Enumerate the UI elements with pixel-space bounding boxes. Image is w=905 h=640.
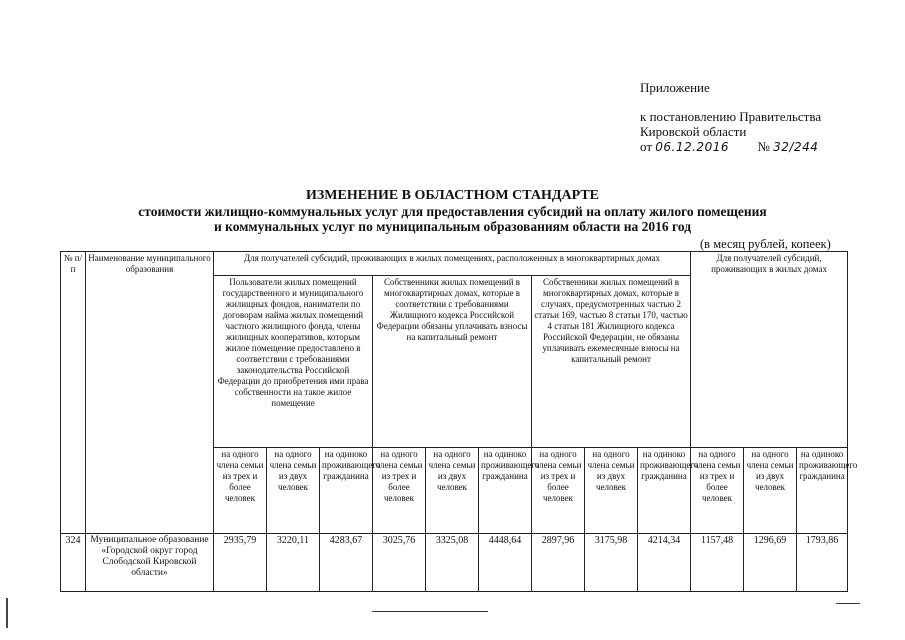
row-num: 324 [61, 534, 86, 592]
row-value-7: 2897,96 [532, 534, 585, 592]
appendix-block [640, 80, 821, 155]
col-header-2: на одного члена семьи из двух человек [267, 448, 320, 534]
row-value-12: 1793,86 [797, 534, 848, 592]
col-header-12: на одиноко проживающего гражданина [797, 448, 848, 534]
appendix-line1: к постановлению Правительства [640, 109, 822, 124]
appendix-date-line [640, 139, 821, 155]
col-header-3: на одиноко проживающего гражданина [320, 448, 373, 534]
number-prefix: № [757, 139, 770, 154]
footer-rule-short [836, 603, 860, 604]
col-header-4: на одного члена семьи из трех и более человек [373, 448, 426, 534]
row-value-11: 1296,69 [744, 534, 797, 592]
date-prefix: от [640, 139, 653, 154]
row-value-1: 2935,79 [214, 534, 267, 592]
subgroup-users-header: Пользователи жилых помещений государственного и муниципального жилищных фондов, наниматели по договорам найма жилых помещений частного жилищного фонда, члены жилищных кооперативов, которым жилое помещение предоставлено в соответствии с требованиями законодательства Российской Федерации до приобретения ими права собственности на такое жилое помещение [214, 276, 373, 448]
col-header-5: на одного члена семьи из двух человек [426, 448, 479, 534]
appendix-title: Приложение [640, 80, 710, 95]
units-note: (в месяц рублей, копеек) [700, 237, 831, 251]
col-header-7: на одного члена семьи из трех и более человек [532, 448, 585, 534]
header-row-1 [61, 252, 848, 276]
col-header-1: на одного члена семьи из трех и более человек [214, 448, 267, 534]
row-value-4: 3025,76 [373, 534, 426, 592]
date-value: 06.12.2016 [655, 140, 729, 154]
col-header-10: на одного члена семьи из трех и более человек [691, 448, 744, 534]
row-value-3: 4283,67 [320, 534, 373, 592]
col-num-header: № п/п [61, 252, 86, 534]
row-value-9: 4214,34 [638, 534, 691, 592]
col-header-9: на одиноко проживающего гражданина [638, 448, 691, 534]
standards-table [60, 251, 858, 592]
footer-rule [372, 611, 488, 612]
col-name-header: Наименование муниципального образования [86, 252, 214, 534]
appendix-line2: Кировской области [640, 124, 747, 139]
subgroup-owners-exempt-header: Собственники жилых помещений в многоквартирных домах, которые в случаях, предусмотренных частью 2 статьи 169, частью 8 статьи 170, частью 4 статьи 181 Жилищного кодекса Российской Федерации, не обязаны уплачивать ежемесячные взносы на капитальный ремонт [532, 276, 691, 448]
col-header-6: на одиноко проживающего гражданина [479, 448, 532, 534]
row-value-10: 1157,48 [691, 534, 744, 592]
group-apartment-header: Для получателей субсидий, проживающих в жилых помещениях, расположенных в многоквартирных домах [214, 252, 691, 276]
document-subtitle [0, 204, 905, 234]
margin-mark [6, 598, 8, 628]
col-header-8: на одного члена семьи из двух человек [585, 448, 638, 534]
row-value-5: 3325,08 [426, 534, 479, 592]
col-header-11: на одного члена семьи из двух человек [744, 448, 797, 534]
table-row [61, 534, 848, 592]
row-value-8: 3175,98 [585, 534, 638, 592]
document-title: ИЗМЕНЕНИЕ В ОБЛАСТНОМ СТАНДАРТЕ [306, 188, 599, 203]
subtitle-line-1: стоимости жилищно-коммунальных услуг для предоставления субсидий на оплату жилого помещения [138, 204, 767, 219]
subgroup-owners-header: Собственники жилых помещений в многоквартирных домах, которые в соответствии с требованиями Жилищного кодекса Российской Федерации обязаны уплачивать взносы на капитальный ремонт [373, 276, 532, 448]
subtitle-line-2: и коммунальных услуг по муниципальным образованиям области на 2016 год [213, 219, 692, 234]
group-houses-header: Для получателей субсидий, проживающих в жилых домах [691, 252, 848, 448]
row-value-6: 4448,64 [479, 534, 532, 592]
number-value: 32/244 [773, 140, 819, 154]
row-name: Муниципальное образование «Городской округ город Слободской Кировской области» [86, 534, 214, 592]
row-value-2: 3220,11 [267, 534, 320, 592]
